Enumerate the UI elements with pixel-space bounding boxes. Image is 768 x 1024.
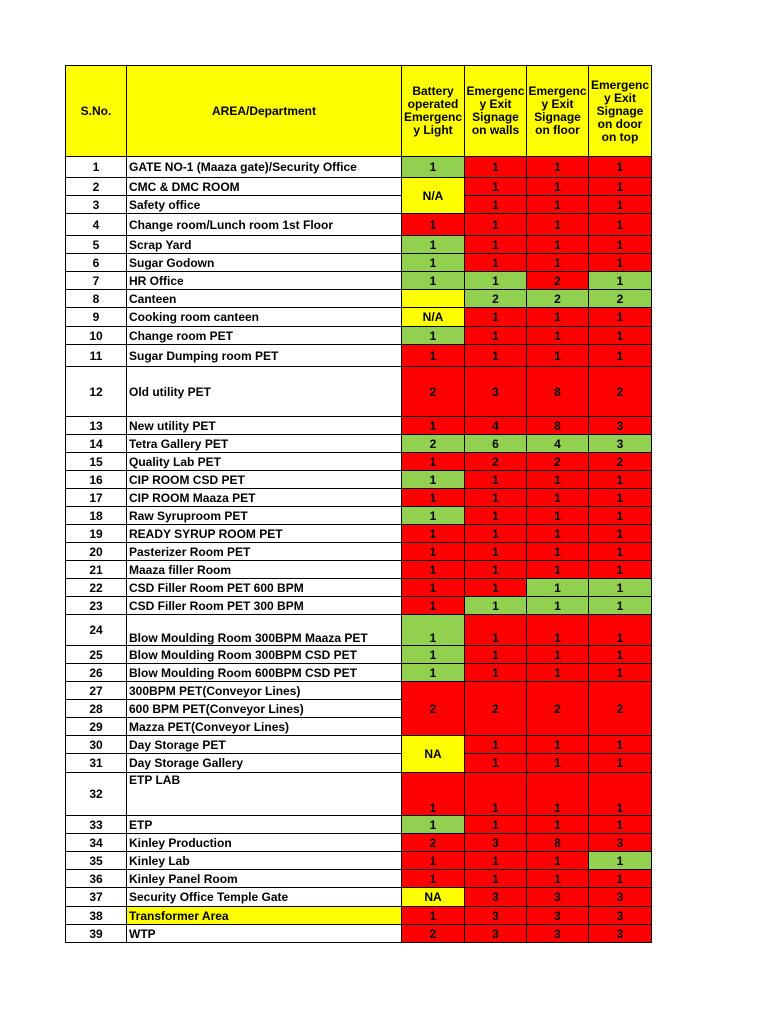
signage-floor-cell: 1 bbox=[527, 870, 589, 888]
table-row bbox=[66, 471, 652, 489]
table-row bbox=[66, 646, 652, 664]
header-sno: S.No. bbox=[66, 66, 127, 157]
signage-floor-cell: 1 bbox=[527, 561, 589, 579]
battery-light-cell: 1 bbox=[402, 489, 465, 507]
area-cell: Old utility PET bbox=[127, 367, 402, 417]
table-row bbox=[66, 543, 652, 561]
serial-number-cell: 23 bbox=[66, 597, 127, 615]
signage-door-cell: 1 bbox=[589, 816, 652, 834]
signage-floor-cell: 1 bbox=[527, 852, 589, 870]
battery-light-cell: 1 bbox=[402, 816, 465, 834]
area-cell: Day Storage PET bbox=[127, 736, 402, 754]
signage-floor-cell: 3 bbox=[527, 907, 589, 925]
signage-floor-cell: 1 bbox=[527, 327, 589, 345]
header-line: Emergenc bbox=[466, 84, 525, 98]
area-cell: CSD Filler Room PET 600 BPM bbox=[127, 579, 402, 597]
area-cell: ETP bbox=[127, 816, 402, 834]
table-row bbox=[66, 214, 652, 236]
serial-number-cell: 24 bbox=[66, 615, 127, 646]
serial-number-cell: 12 bbox=[66, 367, 127, 417]
signage-door-cell: 1 bbox=[589, 254, 652, 272]
signage-floor-cell: 1 bbox=[527, 196, 589, 214]
signage-floor-cell: 1 bbox=[527, 214, 589, 236]
area-cell: Safety office bbox=[127, 196, 402, 214]
battery-light-cell: 1 bbox=[402, 507, 465, 525]
signage-walls-cell: 1 bbox=[465, 272, 527, 290]
signage-walls-cell: 1 bbox=[465, 489, 527, 507]
serial-number-cell: 5 bbox=[66, 236, 127, 254]
serial-number-cell: 8 bbox=[66, 290, 127, 308]
signage-door-cell: 1 bbox=[589, 178, 652, 196]
signage-walls-cell: 2 bbox=[465, 453, 527, 471]
serial-number-cell: 15 bbox=[66, 453, 127, 471]
serial-number-cell: 35 bbox=[66, 852, 127, 870]
battery-light-cell: 1 bbox=[402, 157, 465, 178]
area-cell: Scrap Yard bbox=[127, 236, 402, 254]
table-row bbox=[66, 489, 652, 507]
signage-door-cell: 1 bbox=[589, 615, 652, 646]
table-row bbox=[66, 507, 652, 525]
area-cell: CSD Filler Room PET 300 BPM bbox=[127, 597, 402, 615]
signage-floor-cell: 1 bbox=[527, 646, 589, 664]
serial-number-cell: 39 bbox=[66, 925, 127, 943]
battery-light-cell: 1 bbox=[402, 417, 465, 435]
serial-number-cell: 18 bbox=[66, 507, 127, 525]
table-row bbox=[66, 888, 652, 907]
signage-walls-cell: 6 bbox=[465, 435, 527, 453]
battery-light-cell: 1 bbox=[402, 615, 465, 646]
area-cell: Raw Syruproom PET bbox=[127, 507, 402, 525]
battery-light-cell bbox=[402, 290, 465, 308]
area-cell: GATE NO-1 (Maaza gate)/Security Office bbox=[127, 157, 402, 178]
signage-floor-cell: 8 bbox=[527, 417, 589, 435]
signage-door-cell: 1 bbox=[589, 157, 652, 178]
serial-number-cell: 31 bbox=[66, 754, 127, 773]
signage-floor-cell: 1 bbox=[527, 489, 589, 507]
battery-light-cell: 1 bbox=[402, 561, 465, 579]
signage-walls-cell: 1 bbox=[465, 852, 527, 870]
area-cell: Pasterizer Room PET bbox=[127, 543, 402, 561]
signage-walls-cell: 1 bbox=[465, 543, 527, 561]
header-line: Signage bbox=[472, 110, 519, 124]
area-cell: Transformer Area bbox=[127, 907, 402, 925]
battery-light-cell: 2 bbox=[402, 925, 465, 943]
table-row bbox=[66, 736, 652, 754]
table-row bbox=[66, 453, 652, 471]
area-cell: Change room/Lunch room 1st Floor bbox=[127, 214, 402, 236]
table-row bbox=[66, 308, 652, 327]
signage-door-cell: 1 bbox=[589, 236, 652, 254]
signage-walls-cell: 1 bbox=[465, 254, 527, 272]
table-row bbox=[66, 925, 652, 943]
signage-door-cell: 1 bbox=[589, 214, 652, 236]
battery-light-cell: N/A bbox=[402, 178, 465, 214]
signage-door-cell: 1 bbox=[589, 579, 652, 597]
area-cell: Canteen bbox=[127, 290, 402, 308]
serial-number-cell: 3 bbox=[66, 196, 127, 214]
battery-light-cell: 1 bbox=[402, 272, 465, 290]
serial-number-cell: 20 bbox=[66, 543, 127, 561]
serial-number-cell: 4 bbox=[66, 214, 127, 236]
table-row bbox=[66, 579, 652, 597]
battery-light-cell: 1 bbox=[402, 214, 465, 236]
signage-walls-cell: 1 bbox=[465, 754, 527, 773]
signage-door-cell: 2 bbox=[589, 453, 652, 471]
signage-door-cell: 1 bbox=[589, 525, 652, 543]
serial-number-cell: 37 bbox=[66, 888, 127, 907]
serial-number-cell: 11 bbox=[66, 345, 127, 367]
table-row bbox=[66, 367, 652, 417]
area-cell: New utility PET bbox=[127, 417, 402, 435]
signage-door-cell: 1 bbox=[589, 597, 652, 615]
signage-floor-cell: 2 bbox=[527, 290, 589, 308]
signage-walls-cell: 1 bbox=[465, 196, 527, 214]
table-row bbox=[66, 870, 652, 888]
header-line: y Light bbox=[413, 123, 453, 137]
signage-door-cell: 1 bbox=[589, 561, 652, 579]
signage-floor-cell: 4 bbox=[527, 435, 589, 453]
header-line: Emergenc bbox=[528, 84, 587, 98]
signage-floor-cell: 1 bbox=[527, 543, 589, 561]
table-row bbox=[66, 417, 652, 435]
serial-number-cell: 16 bbox=[66, 471, 127, 489]
battery-light-cell: 2 bbox=[402, 367, 465, 417]
area-cell: Kinley Lab bbox=[127, 852, 402, 870]
area-cell: WTP bbox=[127, 925, 402, 943]
header-line: on top bbox=[601, 129, 639, 144]
signage-walls-cell: 1 bbox=[465, 816, 527, 834]
serial-number-cell: 32 bbox=[66, 773, 127, 816]
area-cell: Sugar Godown bbox=[127, 254, 402, 272]
signage-door-cell: 2 bbox=[589, 290, 652, 308]
header-line: Emergenc bbox=[403, 110, 463, 124]
signage-walls-cell: 1 bbox=[465, 214, 527, 236]
header-line: on floor bbox=[535, 123, 580, 137]
signage-walls-cell: 2 bbox=[465, 682, 527, 736]
serial-number-cell: 17 bbox=[66, 489, 127, 507]
header-line: Battery bbox=[412, 84, 454, 98]
signage-floor-cell: 1 bbox=[527, 754, 589, 773]
battery-light-cell: 1 bbox=[402, 471, 465, 489]
serial-number-cell: 2 bbox=[66, 178, 127, 196]
signage-walls-cell: 2 bbox=[465, 290, 527, 308]
battery-light-cell: NA bbox=[402, 888, 465, 907]
signage-floor-cell: 1 bbox=[527, 236, 589, 254]
area-cell: Kinley Production bbox=[127, 834, 402, 852]
table-row bbox=[66, 196, 652, 214]
signage-door-cell: 1 bbox=[589, 852, 652, 870]
table-row bbox=[66, 852, 652, 870]
signage-door-cell: 1 bbox=[589, 736, 652, 754]
battery-light-cell: 1 bbox=[402, 453, 465, 471]
signage-floor-cell: 3 bbox=[527, 925, 589, 943]
table-row bbox=[66, 254, 652, 272]
area-cell: Kinley Panel Room bbox=[127, 870, 402, 888]
signage-walls-cell: 3 bbox=[465, 907, 527, 925]
signage-floor-cell: 2 bbox=[527, 682, 589, 736]
battery-light-cell: 1 bbox=[402, 345, 465, 367]
area-cell: Blow Moulding Room 300BPM CSD PET bbox=[127, 646, 402, 664]
battery-light-cell: 1 bbox=[402, 773, 465, 816]
area-cell: CIP ROOM CSD PET bbox=[127, 471, 402, 489]
signage-walls-cell: 1 bbox=[465, 178, 527, 196]
signage-floor-cell: 3 bbox=[527, 888, 589, 907]
serial-number-cell: 19 bbox=[66, 525, 127, 543]
serial-number-cell: 34 bbox=[66, 834, 127, 852]
header-line: y Exit bbox=[541, 97, 574, 111]
header-signage-door bbox=[589, 66, 652, 157]
serial-number-cell: 6 bbox=[66, 254, 127, 272]
signage-walls-cell: 1 bbox=[465, 345, 527, 367]
header-row bbox=[66, 66, 652, 157]
signage-walls-cell: 3 bbox=[465, 925, 527, 943]
signage-walls-cell: 1 bbox=[465, 561, 527, 579]
header-line: y Exit bbox=[603, 90, 636, 105]
serial-number-cell: 26 bbox=[66, 664, 127, 682]
signage-door-cell: 1 bbox=[589, 471, 652, 489]
signage-walls-cell: 3 bbox=[465, 888, 527, 907]
signage-floor-cell: 2 bbox=[527, 272, 589, 290]
signage-door-cell: 1 bbox=[589, 507, 652, 525]
signage-walls-cell: 3 bbox=[465, 834, 527, 852]
header-line: Signage bbox=[534, 110, 581, 124]
battery-light-cell: 1 bbox=[402, 327, 465, 345]
signage-door-cell: 1 bbox=[589, 543, 652, 561]
signage-walls-cell: 1 bbox=[465, 471, 527, 489]
area-cell: READY SYRUP ROOM PET bbox=[127, 525, 402, 543]
signage-door-cell: 1 bbox=[589, 773, 652, 816]
table-row bbox=[66, 435, 652, 453]
signage-door-cell: 3 bbox=[589, 925, 652, 943]
area-cell: Quality Lab PET bbox=[127, 453, 402, 471]
battery-light-cell: 1 bbox=[402, 597, 465, 615]
table-row bbox=[66, 907, 652, 925]
battery-light-cell: 1 bbox=[402, 579, 465, 597]
area-cell: 300BPM PET(Conveyor Lines) bbox=[127, 682, 402, 700]
serial-number-cell: 7 bbox=[66, 272, 127, 290]
signage-floor-cell: 1 bbox=[527, 664, 589, 682]
signage-door-cell: 2 bbox=[589, 682, 652, 736]
battery-light-cell: 2 bbox=[402, 682, 465, 736]
serial-number-cell: 27 bbox=[66, 682, 127, 700]
area-cell: Day Storage Gallery bbox=[127, 754, 402, 773]
area-cell: CMC & DMC ROOM bbox=[127, 178, 402, 196]
signage-floor-cell: 1 bbox=[527, 615, 589, 646]
signage-door-cell: 1 bbox=[589, 754, 652, 773]
table-row bbox=[66, 682, 652, 700]
serial-number-cell: 14 bbox=[66, 435, 127, 453]
signage-door-cell: 3 bbox=[589, 907, 652, 925]
table-row bbox=[66, 664, 652, 682]
area-cell: Mazza PET(Conveyor Lines) bbox=[127, 718, 402, 736]
serial-number-cell: 30 bbox=[66, 736, 127, 754]
serial-number-cell: 21 bbox=[66, 561, 127, 579]
signage-door-cell: 1 bbox=[589, 345, 652, 367]
header-battery-light bbox=[402, 66, 465, 157]
signage-floor-cell: 1 bbox=[527, 736, 589, 754]
area-cell: Blow Moulding Room 300BPM Maaza PET bbox=[127, 615, 402, 646]
header-line: on door bbox=[597, 116, 643, 131]
area-cell: 600 BPM PET(Conveyor Lines) bbox=[127, 700, 402, 718]
signage-floor-cell: 1 bbox=[527, 773, 589, 816]
battery-light-cell: 1 bbox=[402, 907, 465, 925]
signage-door-cell: 1 bbox=[589, 196, 652, 214]
serial-number-cell: 36 bbox=[66, 870, 127, 888]
serial-number-cell: 1 bbox=[66, 157, 127, 178]
battery-light-cell: 1 bbox=[402, 236, 465, 254]
serial-number-cell: 33 bbox=[66, 816, 127, 834]
header-signage-walls bbox=[465, 66, 527, 157]
area-cell: CIP ROOM Maaza PET bbox=[127, 489, 402, 507]
serial-number-cell: 25 bbox=[66, 646, 127, 664]
serial-number-cell: 28 bbox=[66, 700, 127, 718]
signage-walls-cell: 1 bbox=[465, 646, 527, 664]
signage-floor-cell: 1 bbox=[527, 157, 589, 178]
area-cell: HR Office bbox=[127, 272, 402, 290]
serial-number-cell: 29 bbox=[66, 718, 127, 736]
signage-floor-cell: 1 bbox=[527, 254, 589, 272]
battery-light-cell: 1 bbox=[402, 543, 465, 561]
table-row bbox=[66, 327, 652, 345]
header-line: operated bbox=[407, 97, 459, 111]
serial-number-cell: 38 bbox=[66, 907, 127, 925]
signage-floor-cell: 1 bbox=[527, 525, 589, 543]
table-row bbox=[66, 178, 652, 196]
battery-light-cell: 1 bbox=[402, 852, 465, 870]
table-row bbox=[66, 754, 652, 773]
signage-floor-cell: 1 bbox=[527, 308, 589, 327]
signage-walls-cell: 1 bbox=[465, 773, 527, 816]
signage-walls-cell: 1 bbox=[465, 579, 527, 597]
signage-walls-cell: 1 bbox=[465, 157, 527, 178]
signage-door-cell: 1 bbox=[589, 664, 652, 682]
battery-light-cell: 1 bbox=[402, 646, 465, 664]
signage-door-cell: 1 bbox=[589, 308, 652, 327]
signage-floor-cell: 2 bbox=[527, 453, 589, 471]
area-cell: Cooking room canteen bbox=[127, 308, 402, 327]
signage-door-cell: 1 bbox=[589, 870, 652, 888]
header-signage-floor bbox=[527, 66, 589, 157]
signage-walls-cell: 1 bbox=[465, 236, 527, 254]
signage-walls-cell: 1 bbox=[465, 870, 527, 888]
area-cell: Tetra Gallery PET bbox=[127, 435, 402, 453]
signage-floor-cell: 8 bbox=[527, 834, 589, 852]
table-row bbox=[66, 561, 652, 579]
signage-floor-cell: 1 bbox=[527, 507, 589, 525]
signage-walls-cell: 1 bbox=[465, 308, 527, 327]
area-cell: ETP LAB bbox=[127, 773, 402, 816]
serial-number-cell: 9 bbox=[66, 308, 127, 327]
header-line: Signage bbox=[596, 103, 644, 118]
signage-floor-cell: 1 bbox=[527, 579, 589, 597]
signage-door-cell: 3 bbox=[589, 435, 652, 453]
area-cell: Security Office Temple Gate bbox=[127, 888, 402, 907]
signage-walls-cell: 1 bbox=[465, 597, 527, 615]
emergency-lighting-table bbox=[65, 65, 652, 943]
table-row bbox=[66, 290, 652, 308]
battery-light-cell: N/A bbox=[402, 308, 465, 327]
table-row bbox=[66, 272, 652, 290]
table-row bbox=[66, 834, 652, 852]
battery-light-cell: NA bbox=[402, 736, 465, 773]
signage-door-cell: 1 bbox=[589, 646, 652, 664]
signage-door-cell: 2 bbox=[589, 367, 652, 417]
table-row bbox=[66, 157, 652, 178]
header-line: Emergenc bbox=[590, 77, 650, 92]
table-row bbox=[66, 345, 652, 367]
table-row bbox=[66, 615, 652, 646]
header-line: y Exit bbox=[479, 97, 512, 111]
battery-light-cell: 1 bbox=[402, 254, 465, 272]
table-row bbox=[66, 597, 652, 615]
battery-light-cell: 1 bbox=[402, 870, 465, 888]
signage-door-cell: 1 bbox=[589, 489, 652, 507]
serial-number-cell: 13 bbox=[66, 417, 127, 435]
signage-walls-cell: 1 bbox=[465, 736, 527, 754]
signage-walls-cell: 1 bbox=[465, 664, 527, 682]
signage-floor-cell: 1 bbox=[527, 816, 589, 834]
signage-door-cell: 3 bbox=[589, 417, 652, 435]
serial-number-cell: 10 bbox=[66, 327, 127, 345]
signage-door-cell: 1 bbox=[589, 272, 652, 290]
signage-floor-cell: 8 bbox=[527, 367, 589, 417]
header-area: AREA/Department bbox=[127, 66, 402, 157]
battery-light-cell: 1 bbox=[402, 525, 465, 543]
signage-floor-cell: 1 bbox=[527, 597, 589, 615]
battery-light-cell: 2 bbox=[402, 834, 465, 852]
area-cell: Blow Moulding Room 600BPM CSD PET bbox=[127, 664, 402, 682]
signage-door-cell: 3 bbox=[589, 888, 652, 907]
signage-walls-cell: 1 bbox=[465, 615, 527, 646]
header-line: on walls bbox=[471, 123, 520, 137]
battery-light-cell: 1 bbox=[402, 664, 465, 682]
signage-walls-cell: 1 bbox=[465, 327, 527, 345]
signage-floor-cell: 1 bbox=[527, 345, 589, 367]
signage-floor-cell: 1 bbox=[527, 471, 589, 489]
area-cell: Sugar Dumping room PET bbox=[127, 345, 402, 367]
signage-walls-cell: 1 bbox=[465, 507, 527, 525]
table-row bbox=[66, 525, 652, 543]
signage-walls-cell: 4 bbox=[465, 417, 527, 435]
signage-walls-cell: 3 bbox=[465, 367, 527, 417]
signage-floor-cell: 1 bbox=[527, 178, 589, 196]
battery-light-cell: 2 bbox=[402, 435, 465, 453]
serial-number-cell: 22 bbox=[66, 579, 127, 597]
table-row bbox=[66, 773, 652, 816]
area-cell: Change room PET bbox=[127, 327, 402, 345]
signage-door-cell: 1 bbox=[589, 327, 652, 345]
area-cell: Maaza filler Room bbox=[127, 561, 402, 579]
signage-walls-cell: 1 bbox=[465, 525, 527, 543]
signage-door-cell: 3 bbox=[589, 834, 652, 852]
table-row bbox=[66, 236, 652, 254]
table-body bbox=[66, 157, 652, 943]
table-row bbox=[66, 816, 652, 834]
